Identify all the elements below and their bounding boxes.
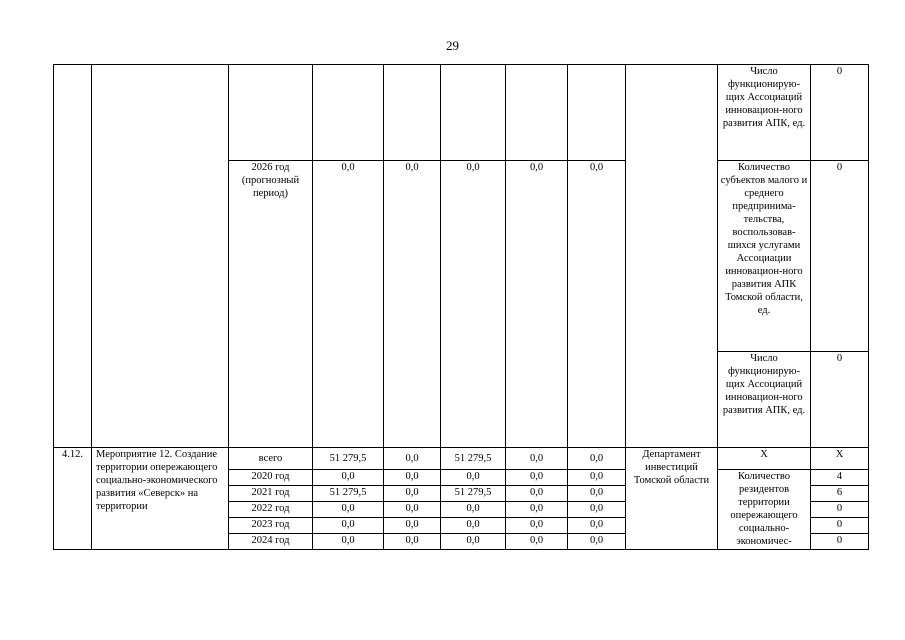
period-cell: всего (229, 448, 313, 470)
indicator-value-cell: 4 (811, 470, 869, 486)
title-cell (92, 65, 229, 448)
value-cell: 0,0 (568, 518, 626, 534)
value-cell: 0,0 (568, 470, 626, 486)
value-cell: 0,0 (568, 448, 626, 470)
period-cell: 2022 год (229, 502, 313, 518)
value-cell (384, 65, 441, 161)
value-cell: 0,0 (384, 448, 441, 470)
indicator-value-cell: 6 (811, 486, 869, 502)
period-cell: 2020 год (229, 470, 313, 486)
value-cell: 0,0 (384, 470, 441, 486)
value-cell: 0,0 (384, 486, 441, 502)
indicator-value-cell: 0 (811, 161, 869, 352)
period-cell (229, 65, 313, 161)
value-cell: 0,0 (441, 161, 506, 448)
value-cell: 0,0 (506, 486, 568, 502)
value-cell: 0,0 (441, 534, 506, 550)
indicator-cell: Х (718, 448, 811, 470)
indicator-value-cell: 0 (811, 534, 869, 550)
value-cell: 0,0 (506, 161, 568, 448)
value-cell (506, 65, 568, 161)
value-cell: 0,0 (506, 534, 568, 550)
value-cell: 0,0 (313, 502, 384, 518)
number-cell (54, 65, 92, 448)
program-table (53, 64, 869, 550)
value-cell: 0,0 (384, 502, 441, 518)
value-cell: 0,0 (506, 448, 568, 470)
period-cell: 2026 год (прогнозный период) (229, 161, 313, 448)
value-cell: 0,0 (568, 161, 626, 448)
indicator-cell: Количество субъектов малого и среднего предпринима-тельства, воспользовав-шихся услугами Ассоциации инновацион-ного развития АПК Томской области, ед. (718, 161, 811, 352)
value-cell: 0,0 (384, 518, 441, 534)
executor-cell (626, 65, 718, 448)
period-cell: 2021 год (229, 486, 313, 502)
value-cell: 0,0 (441, 518, 506, 534)
value-cell: 0,0 (568, 502, 626, 518)
table-row (54, 65, 869, 161)
value-cell: 0,0 (568, 534, 626, 550)
indicator-value-cell: 0 (811, 352, 869, 448)
value-cell: 0,0 (384, 161, 441, 448)
value-cell: 51 279,5 (313, 448, 384, 470)
indicator-cell: Число функционирую-щих Ассоциаций инновацион-ного развития АПК, ед. (718, 65, 811, 161)
period-cell: 2023 год (229, 518, 313, 534)
value-cell (313, 65, 384, 161)
value-cell: 51 279,5 (441, 448, 506, 470)
value-cell: 0,0 (313, 470, 384, 486)
indicator-cell: Количество резидентов территории опережающего социально-экономичес- (718, 470, 811, 550)
value-cell (441, 65, 506, 161)
value-cell: 51 279,5 (313, 486, 384, 502)
value-cell: 0,0 (313, 161, 384, 448)
value-cell: 0,0 (441, 470, 506, 486)
indicator-value-cell: Х (811, 448, 869, 470)
executor-cell: Департамент инвестиций Томской области (626, 448, 718, 550)
indicator-value-cell: 0 (811, 502, 869, 518)
indicator-value-cell: 0 (811, 65, 869, 161)
indicator-value-cell: 0 (811, 518, 869, 534)
number-cell: 4.12. (54, 448, 92, 550)
value-cell: 0,0 (384, 534, 441, 550)
value-cell: 0,0 (506, 470, 568, 486)
value-cell: 0,0 (313, 518, 384, 534)
title-cell: Мероприятие 12. Создание территории опережающего социально-экономического развития «Северск» на территории (92, 448, 229, 550)
value-cell: 0,0 (506, 502, 568, 518)
period-cell: 2024 год (229, 534, 313, 550)
page-number: 29 (446, 38, 459, 53)
value-cell (568, 65, 626, 161)
value-cell: 0,0 (313, 534, 384, 550)
value-cell: 0,0 (568, 486, 626, 502)
indicator-cell: Число функционирую-щих Ассоциаций инновацион-ного развития АПК, ед. (718, 352, 811, 448)
table-row (54, 448, 869, 470)
value-cell: 51 279,5 (441, 486, 506, 502)
value-cell: 0,0 (506, 518, 568, 534)
value-cell: 0,0 (441, 502, 506, 518)
